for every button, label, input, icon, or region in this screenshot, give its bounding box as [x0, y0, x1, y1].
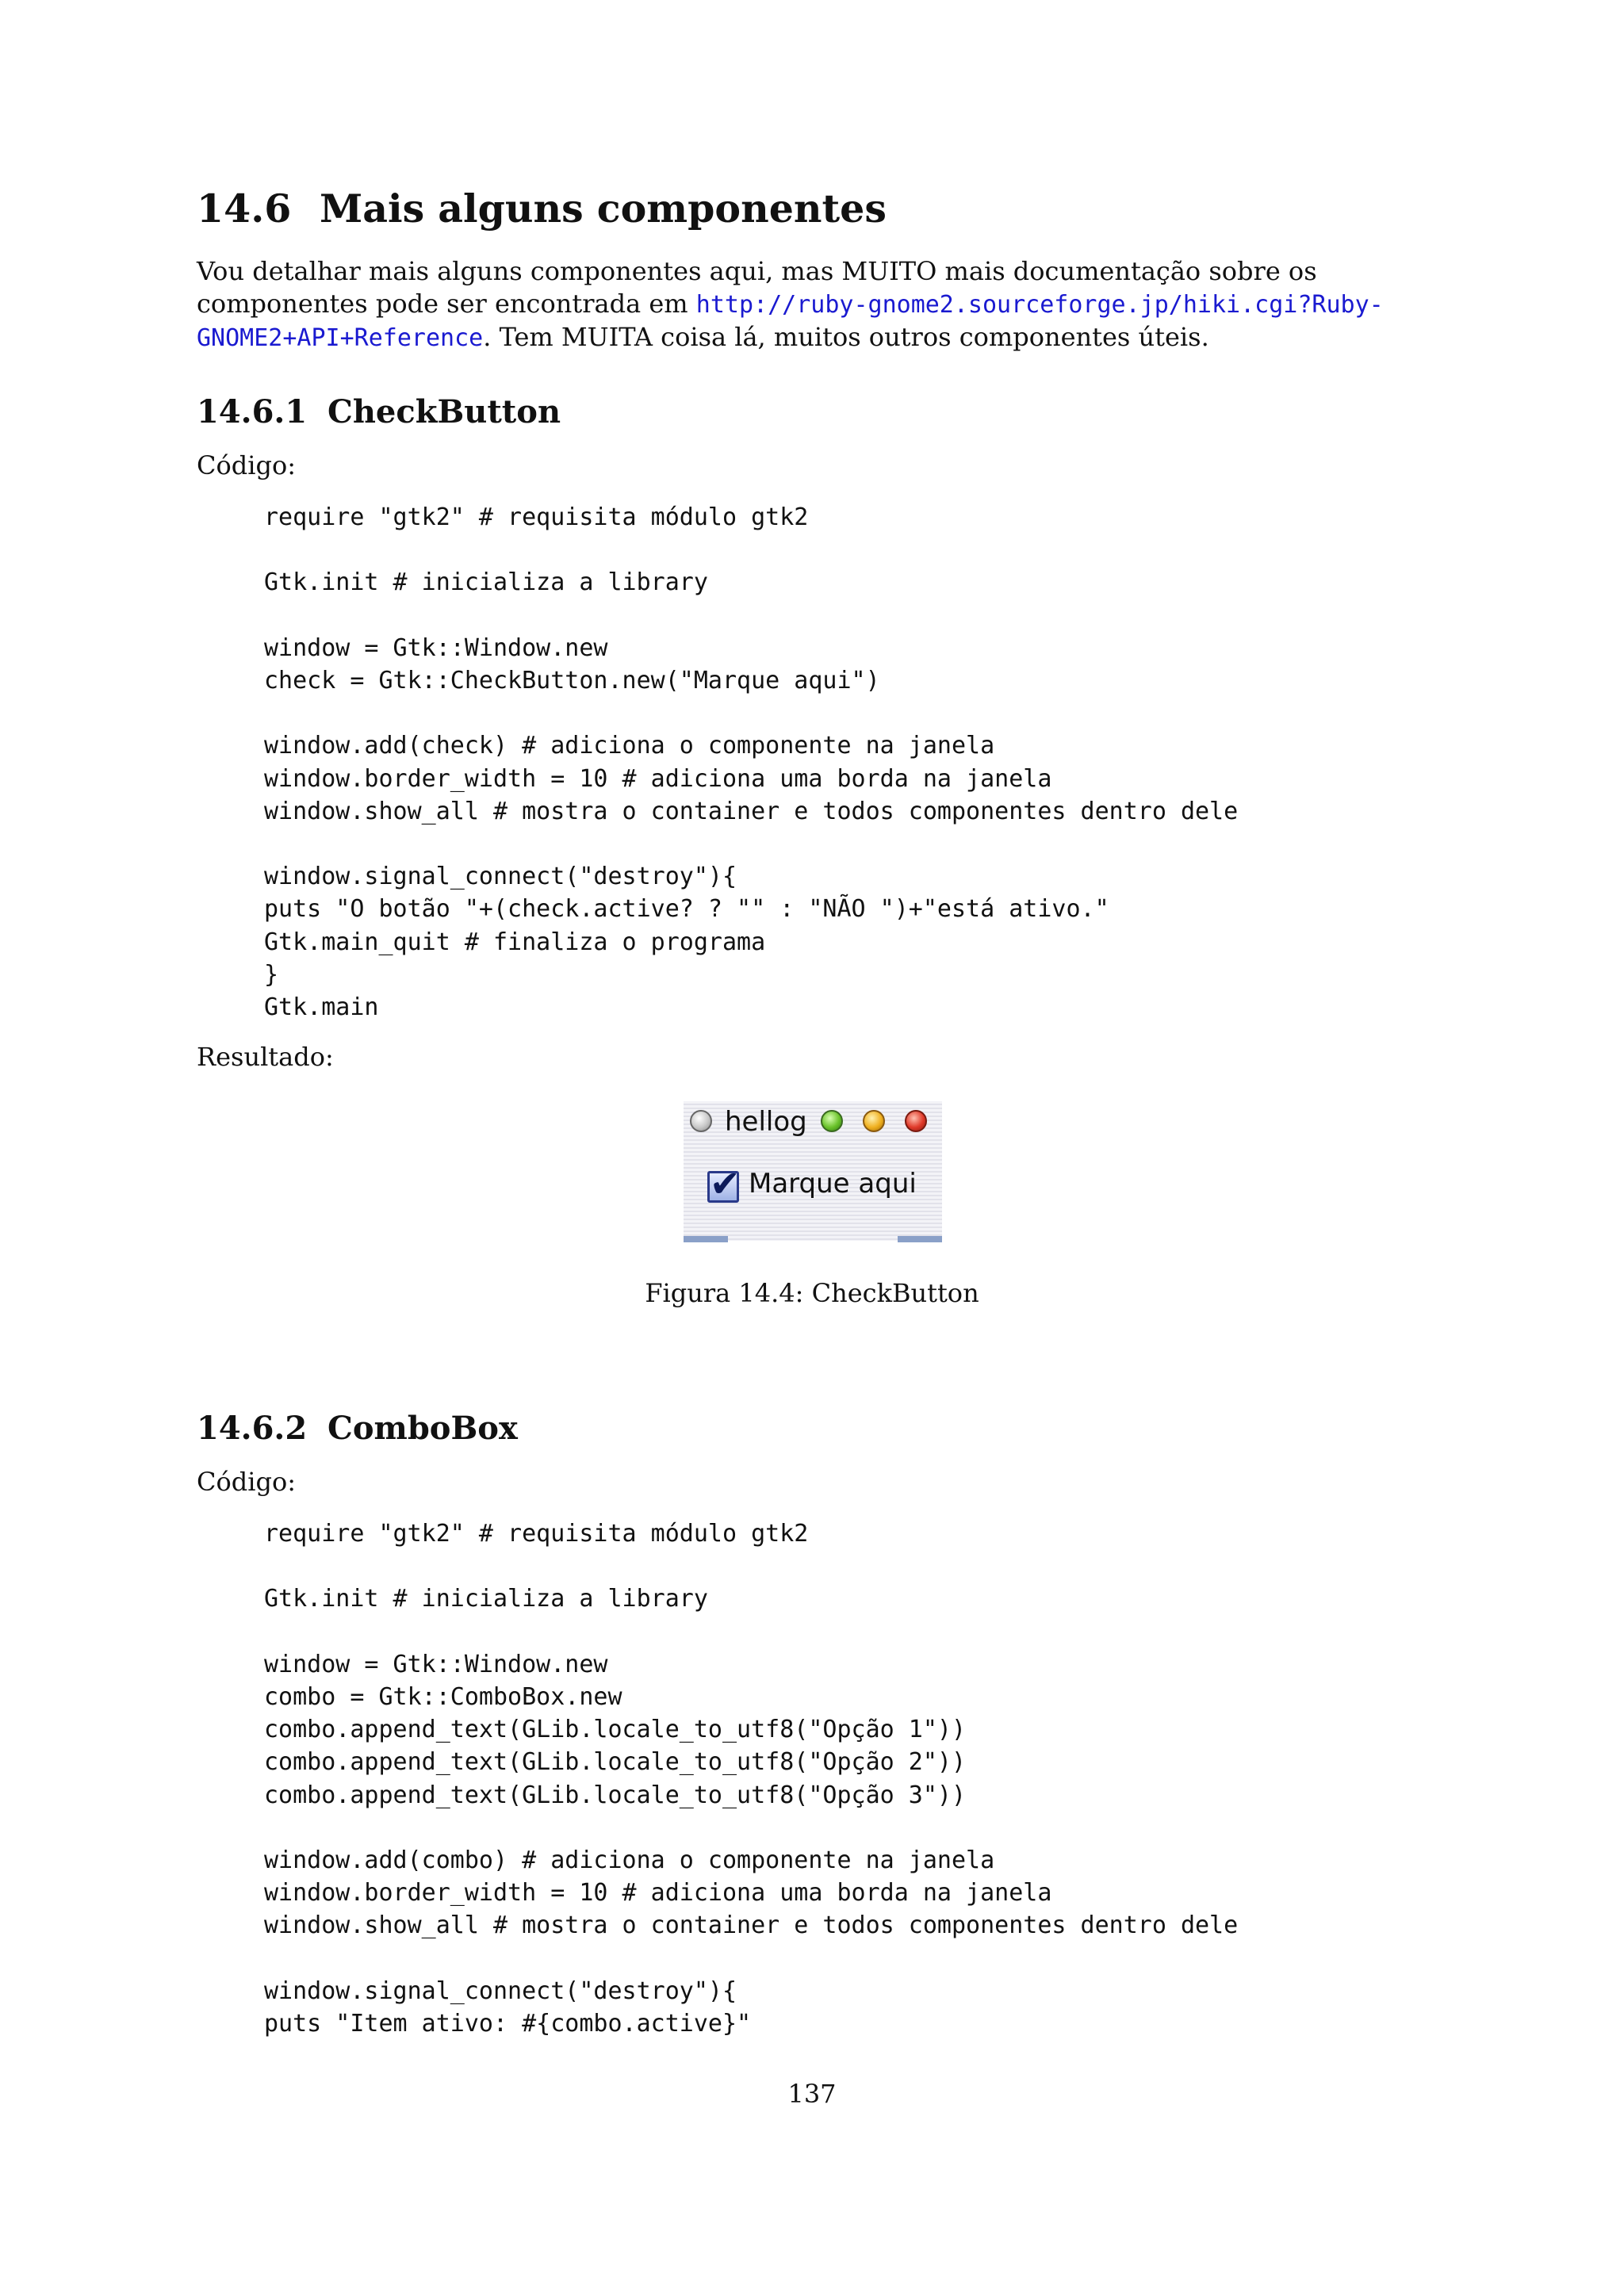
figure-caption: Figura 14.4: CheckButton	[645, 1278, 979, 1308]
maximize-icon[interactable]	[821, 1110, 843, 1132]
section-number: 14.6	[197, 186, 292, 232]
page-number: 137	[787, 2079, 837, 2109]
combobox-number: 14.6.2	[197, 1410, 308, 1447]
check-button-label[interactable]: Marque aqui	[749, 1168, 917, 1200]
checkmark-icon: ✔	[710, 1162, 741, 1205]
checkbutton-heading	[197, 393, 561, 430]
combobox-code-block: require "gtk2" # requisita módulo gtk2 Gtk.init # inicializa a library window = Gtk::Window.new combo = Gtk::ComboBox.new combo.append_text(GLib.locale_to_utf8("Opção 1")) combo.append_text(GLib.locale_to_utf8("Opção 2")) combo.append_text(GLib.locale_to_utf8("Opção 3")) window.add(combo) # adiciona o componente na janela window.border_width = 10 # adiciona uma borda na janela window.show_all # mostra o container e todos componentes dentro dele window.signal_connect("destroy"){ puts "Item ativo: #{combo.active}"	[264, 1520, 1239, 2038]
checkbutton-code-label: Código:	[197, 450, 296, 480]
combobox-title: ComboBox	[327, 1410, 518, 1447]
checkbutton-code-block: require "gtk2" # requisita módulo gtk2 Gtk.init # inicializa a library window = Gtk::Window.new check = Gtk::CheckButton.new("Marque aqui") window.add(check) # adiciona o componente na janela window.border_width = 10 # adiciona uma borda na janela window.show_all # mostra o container e todos componentes dentro dele window.signal_connect("destroy"){ puts "O botão "+(check.active? ? "" : "NÃO ")+"está ativo." Gtk.main_quit # finaliza o programa } Gtk.main	[264, 503, 1239, 1022]
window-border-left	[684, 1236, 728, 1242]
section-heading	[197, 186, 887, 232]
close-icon[interactable]	[905, 1110, 927, 1132]
window-border-right	[898, 1236, 942, 1242]
intro-text-start: Vou detalhar mais alguns componentes aqui, mas MUITO mais documentação sobre os componentes pode ser encontrada em	[197, 256, 1317, 319]
intro-paragraph	[197, 255, 1465, 354]
checkbutton-screenshot	[684, 1101, 942, 1241]
window-title: hellog	[725, 1106, 807, 1138]
check-button[interactable]	[707, 1162, 741, 1205]
intro-text-end: . Tem MUITA coisa lá, muitos outros componentes úteis.	[483, 322, 1209, 352]
window-titlebar	[684, 1101, 942, 1141]
reference-link[interactable]: http://ruby-gnome2.sourceforge.jp/hiki.cgi?Ruby-GNOME2+API+Reference	[197, 291, 1384, 352]
checkbutton-title: CheckButton	[327, 393, 561, 430]
checkbutton-number: 14.6.1	[197, 393, 308, 430]
result-label: Resultado:	[197, 1042, 334, 1072]
window-menu-icon[interactable]	[690, 1110, 712, 1132]
combobox-heading	[197, 1410, 518, 1447]
section-title: Mais alguns componentes	[320, 186, 887, 232]
combobox-code-label: Código:	[197, 1467, 296, 1497]
minimize-icon[interactable]	[863, 1110, 885, 1132]
